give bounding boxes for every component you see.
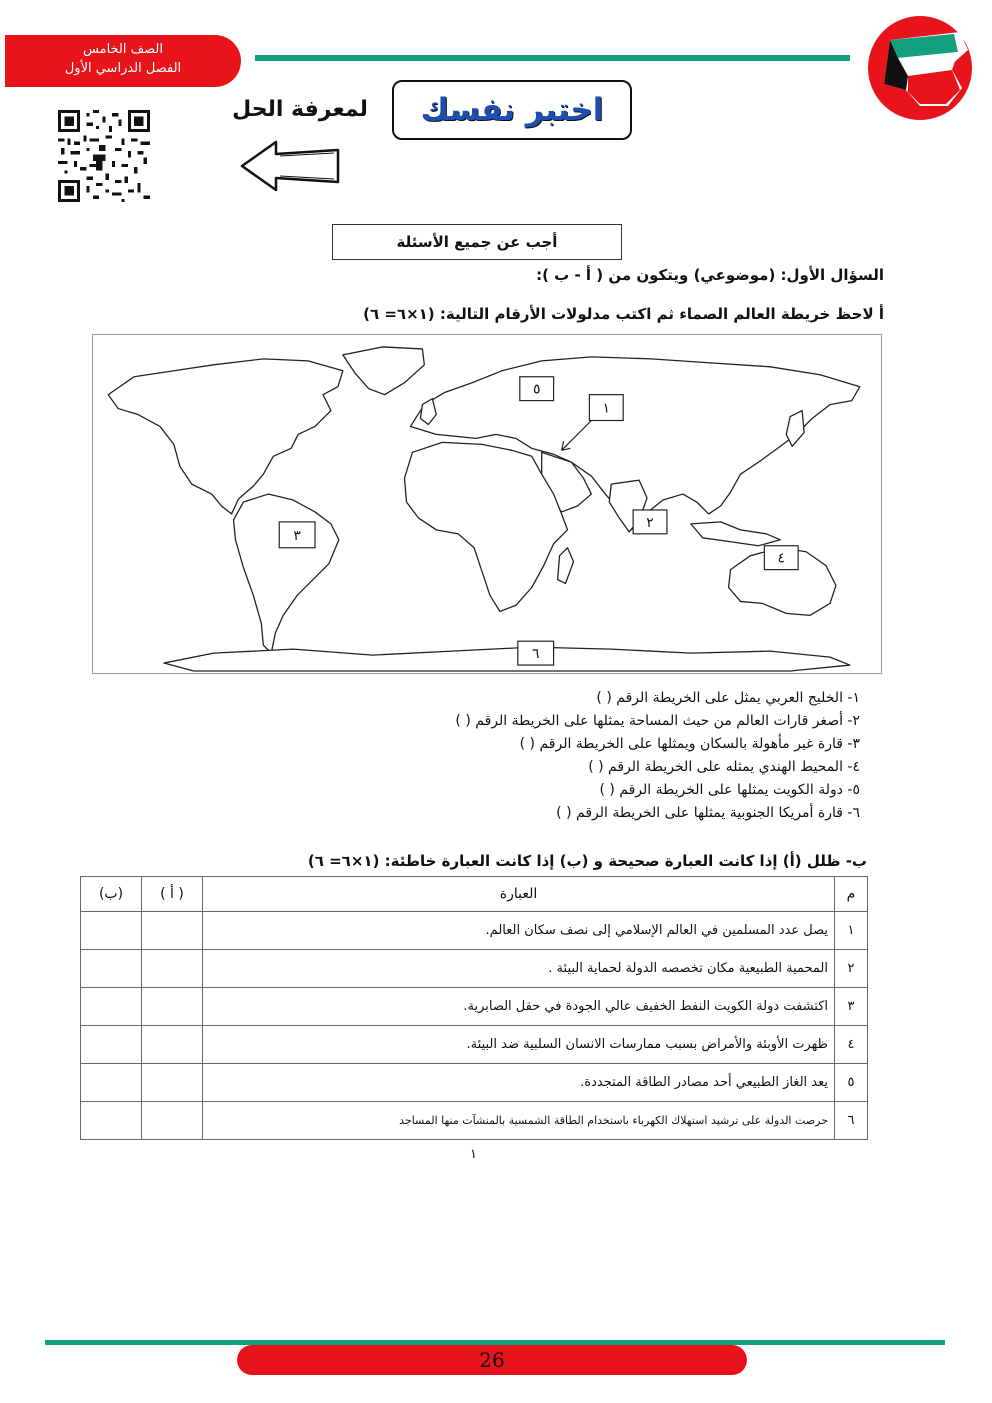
part-a-item-3: ٣- قارة غير مأهولة بالسكان ويمثلها على الخريطة الرقم ( ) [519,736,860,752]
semester-label: الفصل الدراسي الأول [64,61,182,76]
row-num: ١ [835,912,868,950]
row-statement: ظهرت الأوبئة والأمراض بسبب ممارسات الانسان السلبية ضد البيئة. [203,1026,835,1064]
map-label-3 [279,522,315,548]
header-statement: العبارة [203,877,835,912]
table-row [81,1026,868,1064]
statements-table [80,876,868,1140]
answer-a-cell[interactable] [142,950,203,988]
map-label-4-text: ٤ [777,550,786,567]
answer-a-cell[interactable] [142,1064,203,1102]
answer-b-cell[interactable] [81,1026,142,1064]
row-num: ٤ [835,1026,868,1064]
table-row [81,1064,868,1102]
row-statement: اكتشفت دولة الكويت النفط الخفيف عالي الجودة في حقل الصابرية. [203,988,835,1026]
table-row [81,988,868,1026]
page-number: 26 [237,1345,747,1375]
page-index: ١ [470,1147,477,1162]
row-statement: المحمية الطبيعية مكان تخصصه الدولة لحماية البيئة . [203,950,835,988]
map-label-3-text: ٣ [293,527,301,544]
question-1-title: السؤال الأول: (موضوعي) ويتكون من ( أ - ب ): [536,266,884,284]
header-num: م [835,877,868,912]
answer-a-cell[interactable] [142,1026,203,1064]
grade-label: الصف الخامس [83,42,163,57]
antarctica-shape [164,647,850,671]
part-b-title: ب- ظلل (أ) إذا كانت العبارة صحيحة و (ب) إذا كانت العبارة خاطئة: (١×٦= ٦) [307,852,867,870]
map-label-5 [520,377,554,401]
table-row [81,912,868,950]
row-num: ٥ [835,1064,868,1102]
grade-badge [5,35,241,87]
map-label-5-text: ٥ [532,381,541,398]
answer-b-cell[interactable] [81,988,142,1026]
row-statement: يعد الغاز الطبيعي أحد مصادر الطاقة المتجددة. [203,1064,835,1102]
table-header-row [81,877,868,912]
part-a-item-4: ٤- المحيط الهندي يمثله على الخريطة الرقم ( ) [588,759,860,775]
answer-a-cell[interactable] [142,1102,203,1140]
row-num: ٢ [835,950,868,988]
left-arrow-icon [240,138,342,194]
part-a-item-5: ٥- دولة الكويت يمثلها على الخريطة الرقم ( ) [599,782,860,798]
greenland-shape [343,347,425,395]
part-a-title: أ لاحظ خريطة العالم الصماء ثم اكتب مدلولات الأرقام التالية: (١×٦= ٦) [363,305,884,323]
row-statement: يصل عدد المسلمين في العالم الإسلامي إلى نصف سكان العالم. [203,912,835,950]
header-b: (ب) [81,877,142,912]
answer-b-cell[interactable] [81,912,142,950]
map-label-4 [764,546,798,570]
answer-b-cell[interactable] [81,950,142,988]
map-label-2 [633,510,667,534]
indonesia-shape [691,522,780,546]
madagascar-shape [558,548,574,584]
map-label-6 [518,641,554,665]
part-a-item-1: ١- الخليج العربي يمثل على الخريطة الرقم ( ) [596,690,860,706]
answer-a-cell[interactable] [142,988,203,1026]
map-label-1-text: ١ [602,400,611,417]
part-a-item-6: ٦- قارة أمريكا الجنوبية يمثلها على الخريطة الرقم ( ) [556,805,860,821]
part-a-item-2: ٢- أصغر قارات العالم من حيث المساحة يمثلها على الخريطة الرقم ( ) [455,713,860,729]
kuwait-logo [850,10,980,122]
south-america-shape [234,494,339,653]
answer-b-cell[interactable] [81,1064,142,1102]
qr-code-icon[interactable] [58,110,150,202]
north-america-shape [108,359,343,514]
row-statement: حرصت الدولة على ترشيد استهلاك الكهرباء باستخدام الطاقة الشمسية بالمنشآت منها المساجد [203,1102,835,1140]
test-yourself-title: اختبر نفسك [392,80,632,140]
top-divider [255,55,850,61]
map-label-2-text: ٢ [646,514,654,531]
instructions-box: أجب عن جميع الأسئلة [332,224,622,260]
row-num: ٦ [835,1102,868,1140]
table-row [81,1102,868,1140]
header-a: ( أ ) [142,877,203,912]
table-row [81,950,868,988]
solution-label: لمعرفة الحل [232,97,368,122]
row-num: ٣ [835,988,868,1026]
answer-b-cell[interactable] [81,1102,142,1140]
world-map [92,334,882,674]
answer-a-cell[interactable] [142,912,203,950]
map-label-6-text: ٦ [531,646,540,663]
